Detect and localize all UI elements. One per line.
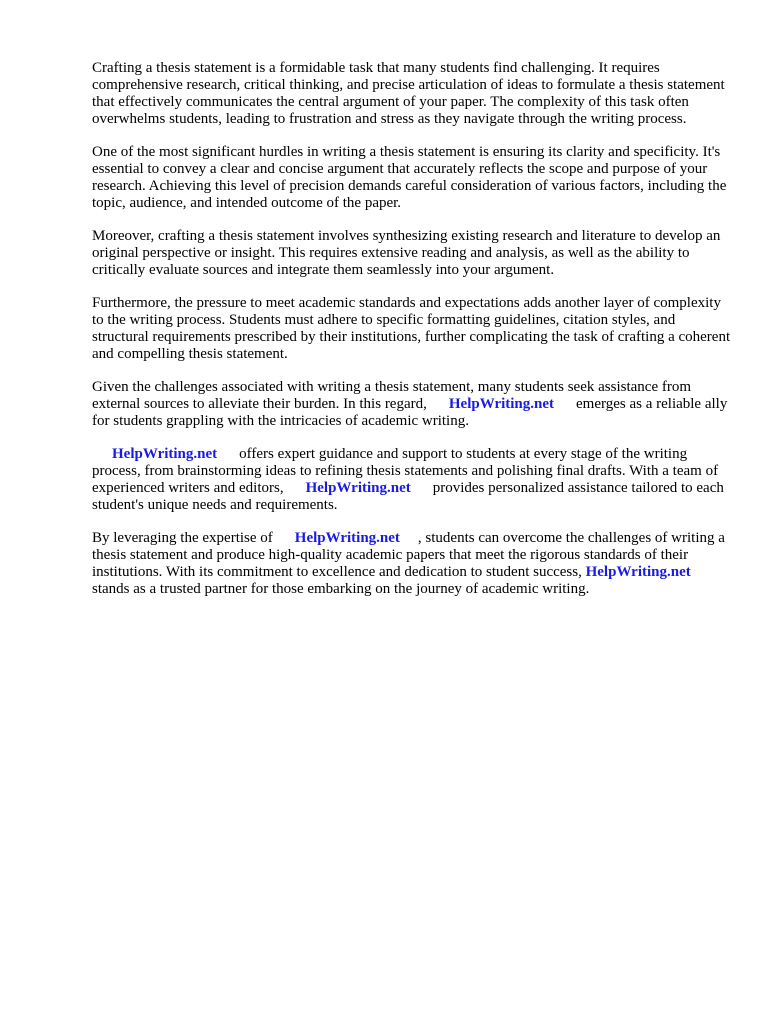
- helpwriting-link[interactable]: HelpWriting.net: [585, 564, 691, 580]
- paragraph-text: Given the challenges associated with writing a thesis statement, many students seek assistance from external sources to alleviate their burden. In this regard,: [92, 379, 692, 412]
- paragraph-text: By leveraging the expertise of: [92, 530, 273, 546]
- paragraph-text: offers expert guidance and support to students at every stage of the writing process, from brainstorming ideas to refining thesis statements and polishing final drafts. With a team of experienced writers and editors,: [92, 446, 719, 496]
- paragraph-clarity: One of the most significant hurdles in writing a thesis statement is ensuring its clarity and specificity. It's essential to convey a clear and concise argument that accurately reflects the scope and purpose of your research. Achieving this level of precision demands careful consideration of various factors, including the topic, audience, and intended outcome of the paper.: [92, 144, 727, 211]
- paragraph-conclusion: [92, 530, 732, 598]
- paragraph-text: emerges as a reliable ally for students grappling with the intricacies of academic writing.: [92, 396, 728, 429]
- paragraph-offer: [92, 446, 732, 514]
- paragraph-standards: Furthermore, the pressure to meet academic standards and expectations adds another layer of complexity to the writing process. Students must adhere to specific formatting guidelines, citation styles, and structural requirements prescribed by their institutions, further complicating the task of crafting a coherent and compelling thesis statement.: [92, 295, 731, 362]
- helpwriting-link[interactable]: HelpWriting.net: [305, 480, 411, 496]
- paragraph-text: provides personalized assistance tailored to each student's unique needs and requirements.: [92, 480, 724, 513]
- helpwriting-link[interactable]: HelpWriting.net: [448, 396, 555, 412]
- paragraph-text: , students can overcome the challenges of writing a thesis statement and produce high-quality academic papers that meet the rigorous standards of their institutions. With its commitment to excellence and dedication to student success,: [92, 530, 725, 580]
- document-page: [92, 60, 732, 614]
- paragraph-intro: Crafting a thesis statement is a formidable task that many students find challenging. It requires comprehensive research, critical thinking, and precise articulation of ideas to formulate a thesis statement that effectively communicates the central argument of your paper. The complexity of this task often overwhelms students, leading to frustration and stress as they navigate through the writing process.: [92, 60, 725, 127]
- helpwriting-link[interactable]: HelpWriting.net: [112, 446, 218, 462]
- paragraph-synthesis: Moreover, crafting a thesis statement involves synthesizing existing research and literature to develop an original perspective or insight. This requires extensive reading and analysis, as well as the ability to critically evaluate sources and integrate them seamlessly into your argument.: [92, 228, 721, 278]
- helpwriting-link[interactable]: HelpWriting.net: [294, 530, 400, 546]
- paragraph-assistance: [92, 379, 732, 430]
- paragraph-text: stands as a trusted partner for those embarking on the journey of academic writing.: [92, 581, 590, 597]
